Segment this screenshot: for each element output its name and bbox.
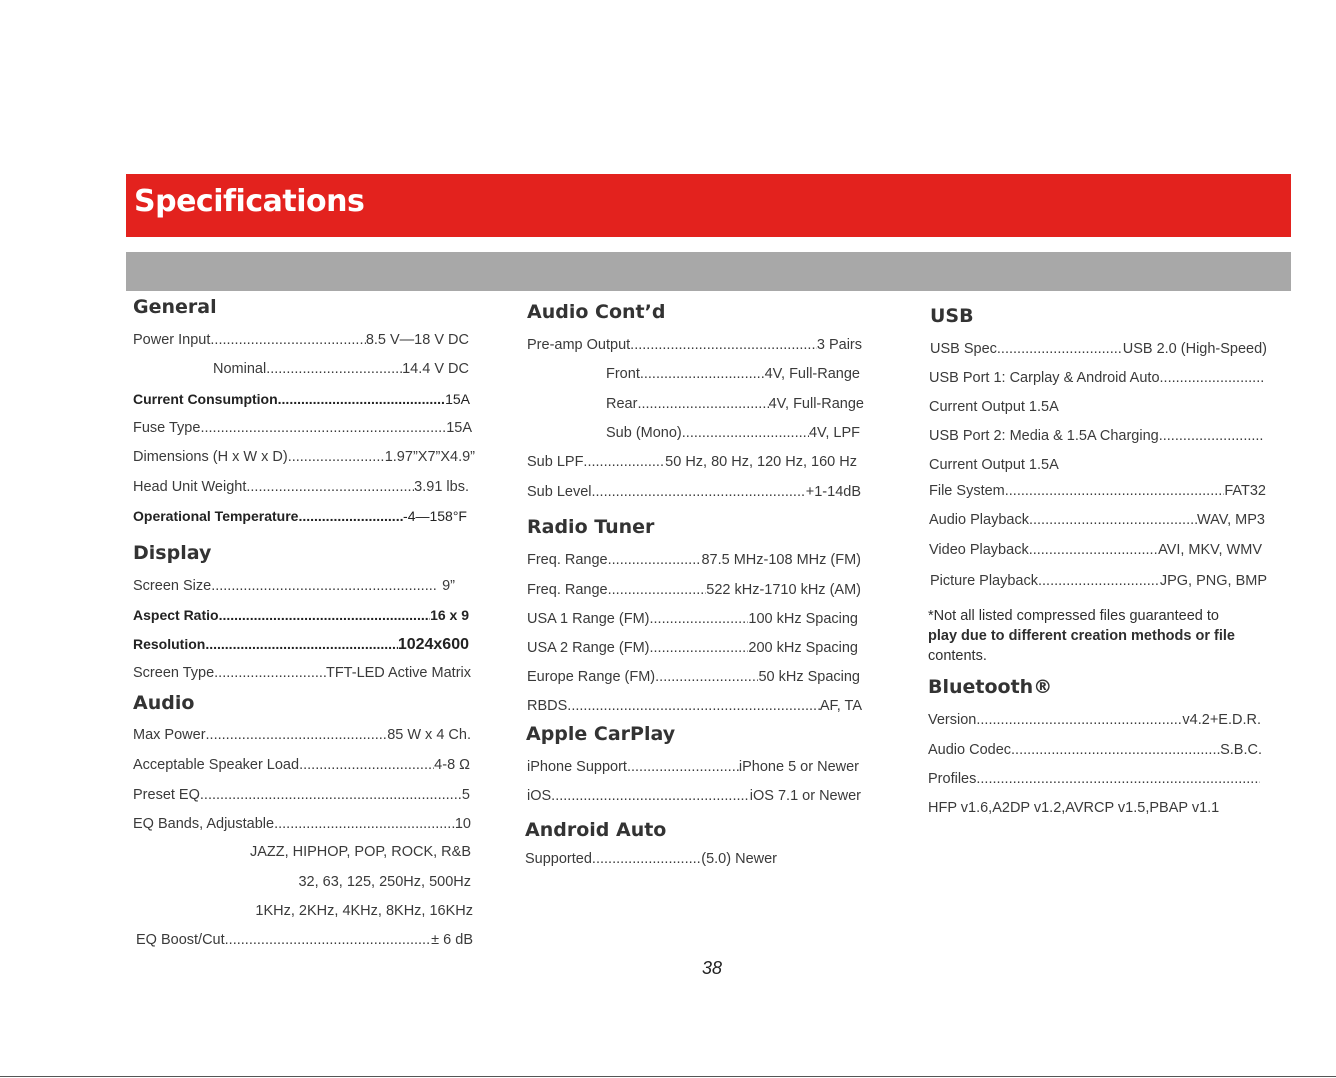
spec-label: USB Port 1: Carplay & Android Auto (929, 370, 1160, 386)
spec-value: 9” (442, 578, 455, 594)
spec-freq-range-fm (527, 550, 861, 570)
spec-max-power (133, 725, 471, 745)
spec-value: AVI, MKV, WMV (1158, 542, 1262, 558)
spec-label: Freq. Range (527, 552, 608, 568)
spec-label: RBDS (527, 698, 568, 714)
spec-value: 10 (454, 816, 471, 832)
note-line: play due to different creation methods or file (928, 628, 1235, 644)
spec-value: 522 kHz-1710 kHz (AM) (706, 582, 861, 598)
spec-value: 15A (446, 420, 472, 436)
spec-value: 87.5 MHz-108 MHz (FM) (701, 552, 861, 568)
spec-sub-level (527, 482, 861, 502)
spec-label: Sub Level (527, 484, 592, 500)
spec-label: Version (928, 712, 977, 728)
spec-head-unit-weight (133, 477, 469, 497)
spec-label: Dimensions (H x W x D) (133, 449, 288, 465)
spec-resolution (133, 634, 469, 654)
spec-label: Audio Playback (929, 512, 1029, 528)
spec-value: FAT32 (1224, 483, 1266, 499)
spec-audio-playback (929, 510, 1265, 530)
spec-value: +1-14dB (805, 484, 861, 500)
heading-apple-carplay: Apple CarPlay (526, 723, 676, 745)
spec-label: Screen Size (133, 578, 212, 594)
heading-audio: Audio (133, 692, 195, 714)
spec-value: 4V, Full-Range (764, 366, 860, 382)
page-bottom-border (0, 1076, 1336, 1077)
spec-label: Nominal (213, 361, 267, 377)
spec-usb-spec (930, 339, 1267, 359)
spec-value: 200 kHz Spacing (748, 640, 858, 656)
spec-front (606, 364, 860, 384)
spec-bt-version (928, 710, 1261, 730)
spec-usa2-range (527, 638, 858, 658)
spec-value: iOS 7.1 or Newer (749, 788, 861, 804)
spec-usb-port1 (929, 368, 1264, 388)
usb-compatibility-note (928, 606, 1268, 666)
spec-value: 50 kHz Spacing (758, 669, 860, 685)
spec-current-consumption (133, 389, 470, 409)
spec-label: Sub (Mono) (606, 425, 682, 441)
spec-label: Front (606, 366, 640, 382)
spec-sub-mono (606, 423, 860, 443)
spec-value: 50 Hz, 80 Hz, 120 Hz, 160 Hz (665, 454, 857, 470)
heading-audio-contd: Audio Cont’d (527, 301, 666, 323)
spec-label: USB Spec (930, 341, 997, 357)
heading-display: Display (133, 542, 212, 564)
spec-label: Freq. Range (527, 582, 608, 598)
spec-label: Picture Playback (930, 573, 1038, 589)
spec-sub-lpf (527, 452, 857, 472)
spec-label: File System (929, 483, 1005, 499)
spec-label: Preset EQ (133, 787, 200, 803)
spec-value: -4—158°F (403, 508, 467, 524)
heading-bluetooth: Bluetooth® (928, 676, 1053, 698)
spec-label: Head Unit Weight (133, 479, 247, 495)
spec-value: WAV, MP3 (1197, 512, 1265, 528)
eq-frequencies-high: 1KHz, 2KHz, 4KHz, 8KHz, 16KHz (255, 903, 473, 919)
spec-screen-type (133, 663, 471, 683)
spec-label: Fuse Type (133, 420, 201, 436)
spec-eq-boost-cut (136, 930, 473, 950)
spec-europe-range (527, 667, 860, 687)
spec-label: Pre-amp Output (527, 337, 631, 353)
spec-label: Supported (525, 851, 592, 867)
spec-dimensions (133, 447, 475, 467)
eq-frequencies-low: 32, 63, 125, 250Hz, 500Hz (298, 874, 471, 890)
spec-rbds (527, 696, 862, 716)
spec-picture-playback (930, 571, 1267, 591)
spec-file-system (929, 481, 1266, 501)
spec-bt-profiles (928, 769, 1260, 789)
page-number: 38 (701, 958, 723, 978)
spec-usa1-range (527, 609, 858, 629)
spec-value: TFT-LED Active Matrix (325, 665, 471, 681)
spec-label: Profiles (928, 771, 977, 787)
spec-value: 15A (445, 391, 470, 407)
spec-label: iPhone Support (527, 759, 627, 775)
heading-android-auto: Android Auto (525, 819, 667, 841)
spec-value: USB 2.0 (High-Speed) (1122, 341, 1267, 357)
spec-label: Video Playback (929, 542, 1029, 558)
note-line: contents. (928, 648, 987, 664)
spec-eq-bands (133, 814, 471, 834)
spec-operational-temperature (133, 506, 467, 526)
spec-label: EQ Bands, Adjustable (133, 816, 275, 832)
spec-label: Aspect Ratio (133, 607, 219, 623)
spec-label: USA 1 Range (FM) (527, 611, 650, 627)
spec-rear (606, 394, 864, 414)
spec-label: Sub LPF (527, 454, 584, 470)
spec-preset-eq (133, 785, 470, 805)
spec-value: JPG, PNG, BMP (1159, 573, 1267, 589)
section-divider-bar (126, 252, 1291, 291)
spec-value: 4V, LPF (808, 425, 860, 441)
spec-label: Rear (606, 396, 638, 412)
spec-android-supported (525, 849, 777, 869)
spec-value: AF, TA (819, 698, 862, 714)
spec-value: ± 6 dB (431, 932, 473, 948)
spec-label: USA 2 Range (FM) (527, 640, 650, 656)
spec-value: 8.5 V—18 V DC (365, 332, 469, 348)
spec-value: (5.0) Newer (701, 851, 777, 867)
spec-nominal (213, 359, 469, 379)
spec-label: iOS (527, 788, 552, 804)
spec-fuse-type (133, 418, 472, 438)
title-banner (126, 174, 1291, 237)
spec-screen-size (133, 576, 455, 596)
spec-label: Europe Range (FM) (527, 669, 656, 685)
usb-port2-current: Current Output 1.5A (929, 457, 1059, 473)
heading-usb: USB (930, 305, 974, 327)
spec-label: USB Port 2: Media & 1.5A Charging (929, 428, 1159, 444)
spec-value: 4V, Full-Range (768, 396, 864, 412)
spec-label: Current Consumption (133, 391, 278, 407)
spec-value: 5 (461, 787, 470, 803)
spec-value: 16 x 9 (430, 607, 469, 623)
spec-usb-port2 (929, 426, 1264, 446)
spec-label: EQ Boost/Cut (136, 932, 225, 948)
spec-label: Max Power (133, 727, 206, 743)
spec-value: 1024x600 (397, 636, 469, 653)
page-title: Specifications (134, 184, 365, 219)
spec-value: 1.97”X7”X4.9” (384, 449, 475, 465)
spec-freq-range-am (527, 580, 861, 600)
spec-preamp-output (527, 335, 862, 355)
spec-label: Resolution (133, 636, 206, 652)
usb-port1-current: Current Output 1.5A (929, 399, 1059, 415)
spec-value: 14.4 V DC (402, 361, 469, 377)
spec-iphone-support (527, 757, 859, 777)
spec-bt-audio-codec (928, 740, 1262, 760)
note-line: *Not all listed compressed files guaranteed to (928, 608, 1219, 624)
spec-value: 4-8 Ω (434, 757, 470, 773)
spec-label: Operational Temperature (133, 508, 299, 524)
spec-video-playback (929, 540, 1262, 560)
spec-value: 3 Pairs (816, 337, 862, 353)
spec-value: 85 W x 4 Ch. (387, 727, 471, 743)
spec-speaker-load (133, 755, 470, 775)
spec-value: 100 kHz Spacing (748, 611, 858, 627)
spec-value: v4.2+E.D.R. (1182, 712, 1261, 728)
spec-ios (527, 786, 861, 806)
spec-value: iPhone 5 or Newer (738, 759, 859, 775)
heading-radio-tuner: Radio Tuner (527, 516, 655, 538)
eq-presets-list: JAZZ, HIPHOP, POP, ROCK, R&B (249, 844, 471, 860)
spec-label: Acceptable Speaker Load (133, 757, 300, 773)
spec-label: Audio Codec (928, 742, 1012, 758)
bt-profile-list: HFP v1.6,A2DP v1.2,AVRCP v1.5,PBAP v1.1 (928, 800, 1220, 816)
spec-label: Power Input (133, 332, 211, 348)
spec-power-input (133, 330, 469, 350)
spec-aspect-ratio (133, 605, 469, 625)
spec-value: 3.91 lbs. (414, 479, 469, 495)
spec-label: Screen Type (133, 665, 215, 681)
spec-value: S.B.C. (1220, 742, 1262, 758)
heading-general: General (133, 296, 217, 318)
